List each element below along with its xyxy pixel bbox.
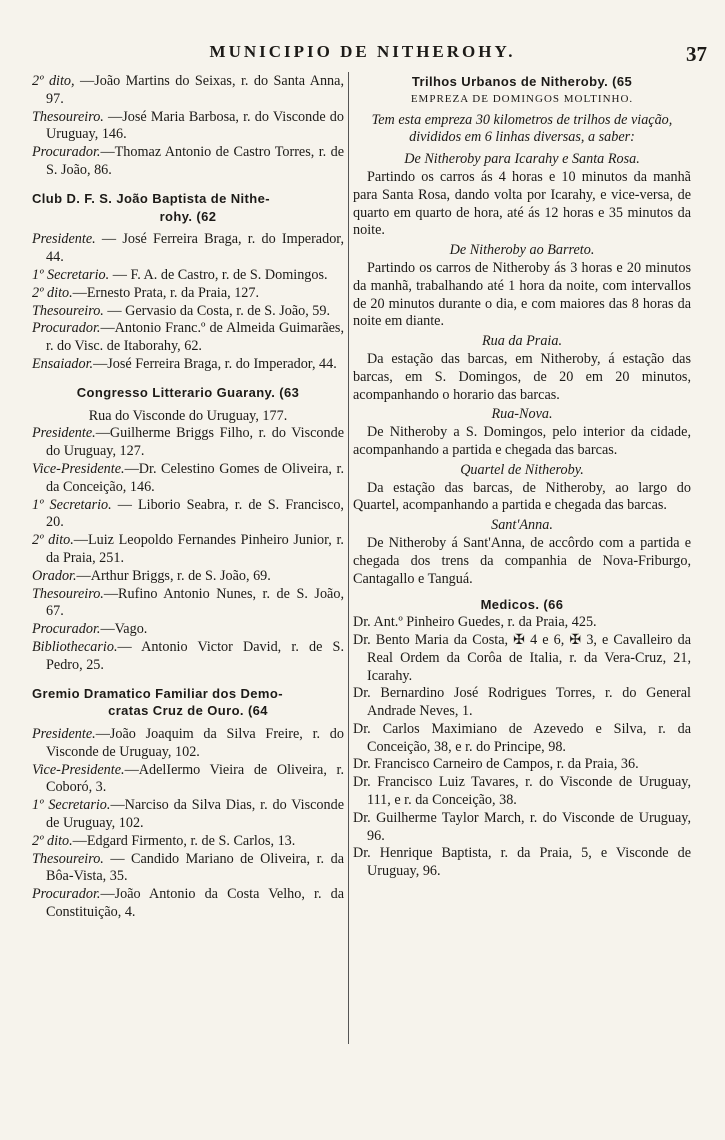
congresso-list [32,425,344,674]
list-item: Vice-Presidente.—Dr. Celestino Gomes de Oliveira, r. da Conceição, 146. [32,460,344,495]
section-heading-trilhos: Trilhos Urbanos de Nitheroby. (65 [411,74,633,89]
list-item: Procurador.—Thomaz Antonio de Castro Torres, r. de S. João, 86. [32,144,344,178]
list-item: Bibliothecario.— Antonio Victor David, r. de S. Pedro, 25. [32,638,344,673]
list-item: Thesoureiro. —José Maria Barbosa, r. do Visconde do Uruguay, 146. [32,108,344,143]
section-heading-club: Club D. F. S. João Baptista de Nithe- rohy. (62 [32,190,270,224]
list-item: Vice-Presidente.—AdelIermo Vieira de Oliveira, r. Coboró, 3. [32,761,344,796]
list-item: Dr. Henrique Baptista, r. da Praia, 5, e Visconde de Uruguay, 96. [353,845,691,880]
list-item: Dr. Guilherme Taylor March, r. do Visconde de Uruguay, 96. [353,809,691,844]
page-number: 37 [686,42,707,66]
list-item: Dr. Bernardino José Rodrigues Torres, r. do General Andrade Neves, 1. [353,685,691,720]
list-item: 2º dito, —João Martins do Seixas, r. do Santa Anna, 97. [32,73,344,107]
list-item: Procurador.—Vago. [32,621,148,638]
route-title: Rua-Nova. [491,406,553,423]
route-title: Quartel de Nitheroby. [460,461,584,478]
page-title: MUNICIPIO DE NITHEROHY. [209,42,516,61]
list-item: Presidente.—Guilherme Briggs Filho, r. do Visconde do Uruguay, 127. [32,425,344,460]
block1-list [32,73,344,180]
list-item: Procurador.—João Antonio da Costa Velho, r. da Constituição, 4. [32,886,344,921]
list-item: 2º dito.—Ernesto Prata, r. da Praia, 127. [32,284,260,301]
list-item: Presidente. — José Ferreira Braga, r. do Imperador, 44. [32,231,344,266]
trilhos-intro: Tem esta empreza 30 kilometros de trilhos de viação, divididos em 6 linhas diversas, a saber: [371,111,673,146]
list-item: Thesoureiro. — Gervasio da Costa, r. de S. João, 59. [32,302,331,319]
routes-list [353,151,691,588]
list-item: Procurador.—Antonio Franc.º de Almeida Guimarães, r. do Visc. de Itaborahy, 62. [32,320,344,355]
gremio-list [32,726,344,922]
list-item: Dr. Carlos Maximiano de Azevedo e Silva, r. da Conceição, 38, e r. do Principe, 98. [353,720,691,755]
club-list [32,231,344,373]
list-item: Ensaiador.—José Ferreira Braga, r. do Imperador, 44. [32,355,337,372]
route-title: De Nitheroby ao Barreto. [449,242,595,259]
list-item: Dr. Ant.º Pinheiro Guedes, r. da Praia, 425. [353,614,597,631]
list-item: 1º Secretario. — Liborio Seabra, r. de S. Francisco, 20. [32,496,344,531]
list-item: Thesoureiro.—Rufino Antonio Nunes, r. de S. João, 67. [32,585,344,620]
list-item: Dr. Francisco Carneiro de Campos, r. da Praia, 36. [353,756,639,773]
list-item: Orador.—Arthur Briggs, r. de S. João, 69. [32,567,271,584]
list-item: Thesoureiro. — Candido Mariano de Oliveira, r. da Bôa-Vista, 35. [32,850,344,885]
section-heading-medicos: Medicos. (66 [480,597,564,613]
route-title: Rua da Praia. [482,333,562,350]
section-heading-congresso: Congresso Litterario Guarany. (63 [76,384,300,400]
list-item: 1º Secretario.—Narciso da Silva Dias, r. do Visconde de Uruguay, 102. [32,797,344,832]
list-item: Dr. Bento Maria da Costa, ✠ 4 e 6, ✠ 3, e Cavalleiro da Real Ordem da Corôa de Italia, r. da Vera-Cruz, 21, Icarahy. [353,631,691,684]
list-item: 2º dito.—Edgard Firmento, r. de S. Carlos, 13. [32,832,296,849]
column-divider [348,72,349,1044]
route-text: Da estação das barcas, de Nitheroby, ao largo do Quartel, acompanhando a partida e chegada das barcas. [353,479,691,514]
left-column [32,73,344,922]
right-column [353,73,691,881]
route-text: Partindo os carros ás 4 horas e 10 minutos da manhã para Santa Rosa, dando volta por Icarahy, e vice-versa, de quarto em quarto de hora, até ás 12 horas e 35 minutos da noite. [353,168,691,239]
route-text: Partindo os carros de Nitheroby ás 3 horas e 20 minutos da manhã, trabalhando até 1 hora da noite, com intervallos de 20 minutos durante o dia, e com maiores das 8 horas da noite em diante. [353,259,691,330]
route-text: Da estação das barcas, em Nitheroby, á estação das barcas, em S. Domingos, de 20 em 20 minutos, acompanhando o horario das barcas. [353,350,691,403]
route-text: De Nitheroby a S. Domingos, pelo interior da cidade, acompanhando a partida e chegada das barcas. [353,424,691,458]
route-text: De Nitheroby á Sant'Anna, de accôrdo com a partida e chegada dos trens da companhia de Nova-Friburgo, Cantagallo e Tanguá. [353,534,691,587]
list-item: Dr. Francisco Luiz Tavares, r. do Visconde de Uruguay, 111, e r. da Conceição, 38. [353,774,691,809]
list-item: 1º Secretario. — F. A. de Castro, r. de S. Domingos. [32,266,328,283]
route-title: De Nitheroby para Icarahy e Santa Rosa. [404,151,640,168]
route-title: Sant'Anna. [491,517,553,534]
page-header [0,42,725,68]
section-heading-gremio: Gremio Dramatico Familiar dos Demo- cratas Cruz de Ouro. (64 [32,685,283,719]
list-item: Presidente.—João Joaquim da Silva Freire, r. do Visconde de Uruguay, 102. [32,726,344,760]
list-item: 2º dito.—Luiz Leopoldo Fernandes Pinheiro Junior, r. da Praia, 251. [32,532,344,566]
trilhos-company: EMPREZA DE DOMINGOS MOLTINHO. [410,92,634,105]
congresso-address: Rua do Visconde do Uruguay, 177. [88,407,288,424]
medicos-list [353,614,691,881]
